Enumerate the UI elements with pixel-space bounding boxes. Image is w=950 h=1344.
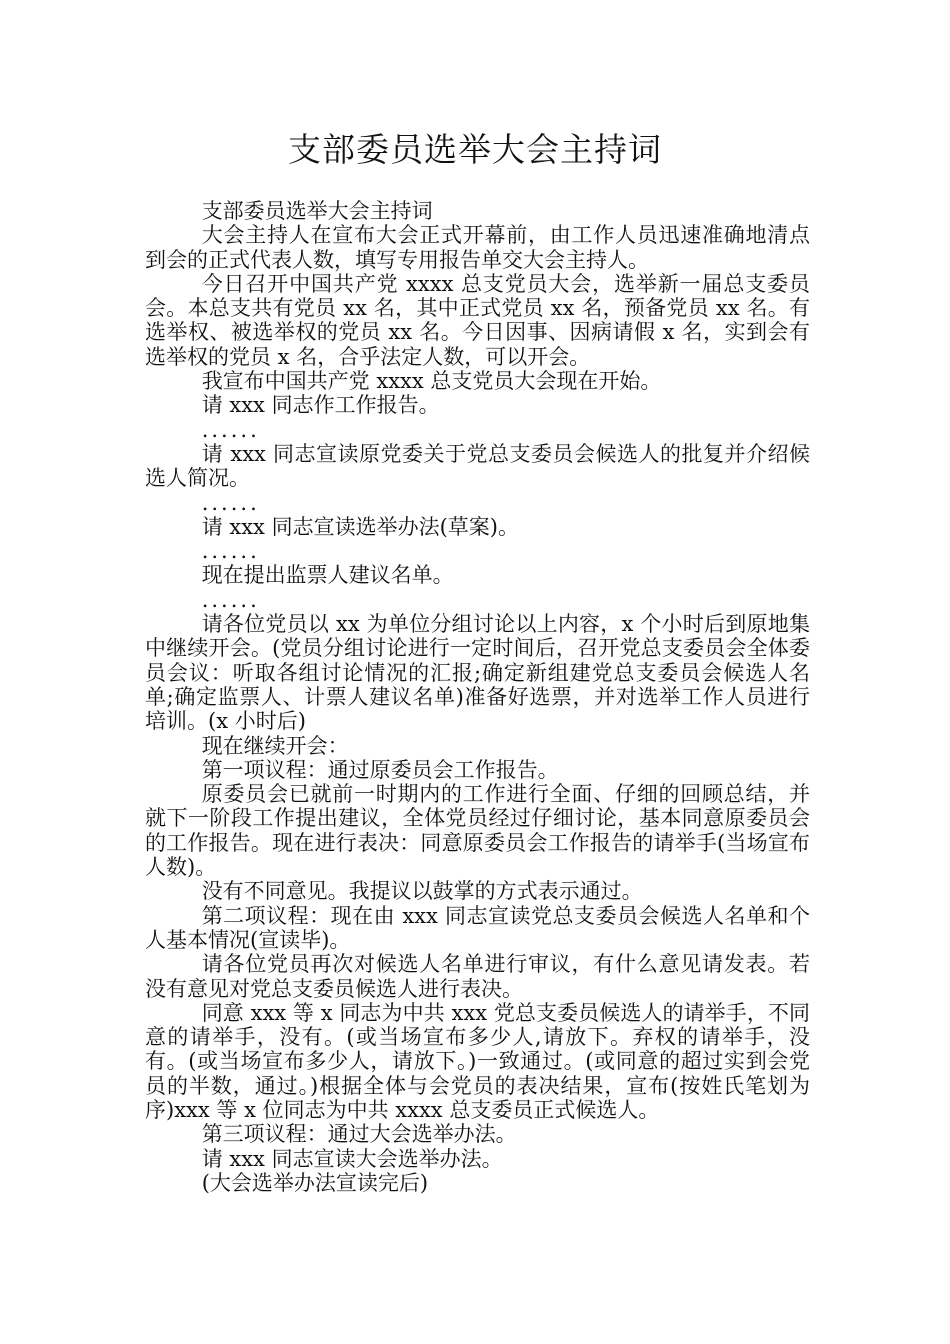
- ellipsis-paragraph: ......: [201, 490, 260, 515]
- ellipsis-paragraph: ......: [201, 587, 260, 612]
- paragraph: 原委员会已就前一时期内的工作进行全面、仔细的回顾总结，并就下一阶段工作提出建议，全体党员经过仔细讨论，基本同意原委员会的工作报告。现在进行表决：同意原委员会工作报告的请举手(当场宣布人数)。: [145, 782, 810, 880]
- paragraph: 第二项议程：现在由 xxx 同志宣读党总支委员会候选人名单和个人基本情况(宣读毕)。: [145, 903, 810, 952]
- document-body: [145, 199, 810, 1195]
- paragraph: 请各位党员以 xx 为单位分组讨论以上内容，x 个小时后到原地集中继续开会。(党员分组讨论进行一定时间后，召开党总支委员会全体委员会议：听取各组讨论情况的汇报;确定新组建党总支委员会候选人名单;确定监票人、计票人建议名单)准备好选票，并对选举工作人员进行培训。(x 小时后): [145, 612, 810, 734]
- ellipsis-paragraph: ......: [201, 417, 260, 442]
- paragraph: 没有不同意见。我提议以鼓掌的方式表示通过。: [201, 879, 643, 904]
- paragraph: 支部委员选举大会主持词: [201, 199, 433, 223]
- paragraph: 大会主持人在宣布大会正式开幕前，由工作人员迅速准确地清点到会的正式代表人数，填写专用报告单交大会主持人。: [145, 223, 810, 272]
- paragraph: 同意 xxx 等 x 同志为中共 xxx 党总支委员候选人的请举手，不同意的请举手，没有。(或当场宣布多少人,请放下。弃权的请举手，没有。(或当场宣布多少人，请放下。)一致通过。(或同意的超过实到会党员的半数，通过。)根据全体与会党员的表决结果，宣布(按姓氏笔划为序)xxx 等 x 位同志为中共 xxxx 总支委员正式候选人。: [145, 1000, 810, 1122]
- paragraph: 请 xxx 同志宣读原党委关于党总支委员会候选人的批复并介绍候选人简况。: [145, 441, 810, 491]
- paragraph: 请 xxx 同志宣读选举办法(草案)。: [201, 514, 519, 539]
- paragraph: (大会选举办法宣读完后): [201, 1170, 429, 1195]
- paragraph: 第一项议程：通过原委员会工作报告。: [201, 757, 559, 782]
- document-title: 支部委员选举大会主持词: [288, 130, 662, 169]
- paragraph: 我宣布中国共产党 xxxx 总支党员大会现在开始。: [201, 369, 662, 394]
- paragraph: 现在继续开会：: [201, 733, 349, 758]
- ellipsis-paragraph: ......: [201, 539, 260, 564]
- paragraph: 现在提出监票人建议名单。: [201, 563, 454, 588]
- paragraph: 第三项议程：通过大会选举办法。: [201, 1122, 517, 1147]
- paragraph: 请 xxx 同志作工作报告。: [201, 393, 440, 418]
- paragraph: 今日召开中国共产党 xxxx 总支党员大会，选举新一届总支委员会。本总支共有党员 xx 名，其中正式党员 xx 名，预备党员 xx 名。有选举权、被选举权的党员 xx 名。今日因事、因病请假 x 名，实到会有选举权的党员 x 名，合乎法定人数，可以开会。: [145, 271, 810, 369]
- paragraph: 请各位党员再次对候选人名单进行审议，有什么意见请发表。若没有意见对党总支委员候选人进行表决。: [145, 952, 810, 1001]
- paragraph: 请 xxx 同志宣读大会选举办法。: [201, 1146, 503, 1171]
